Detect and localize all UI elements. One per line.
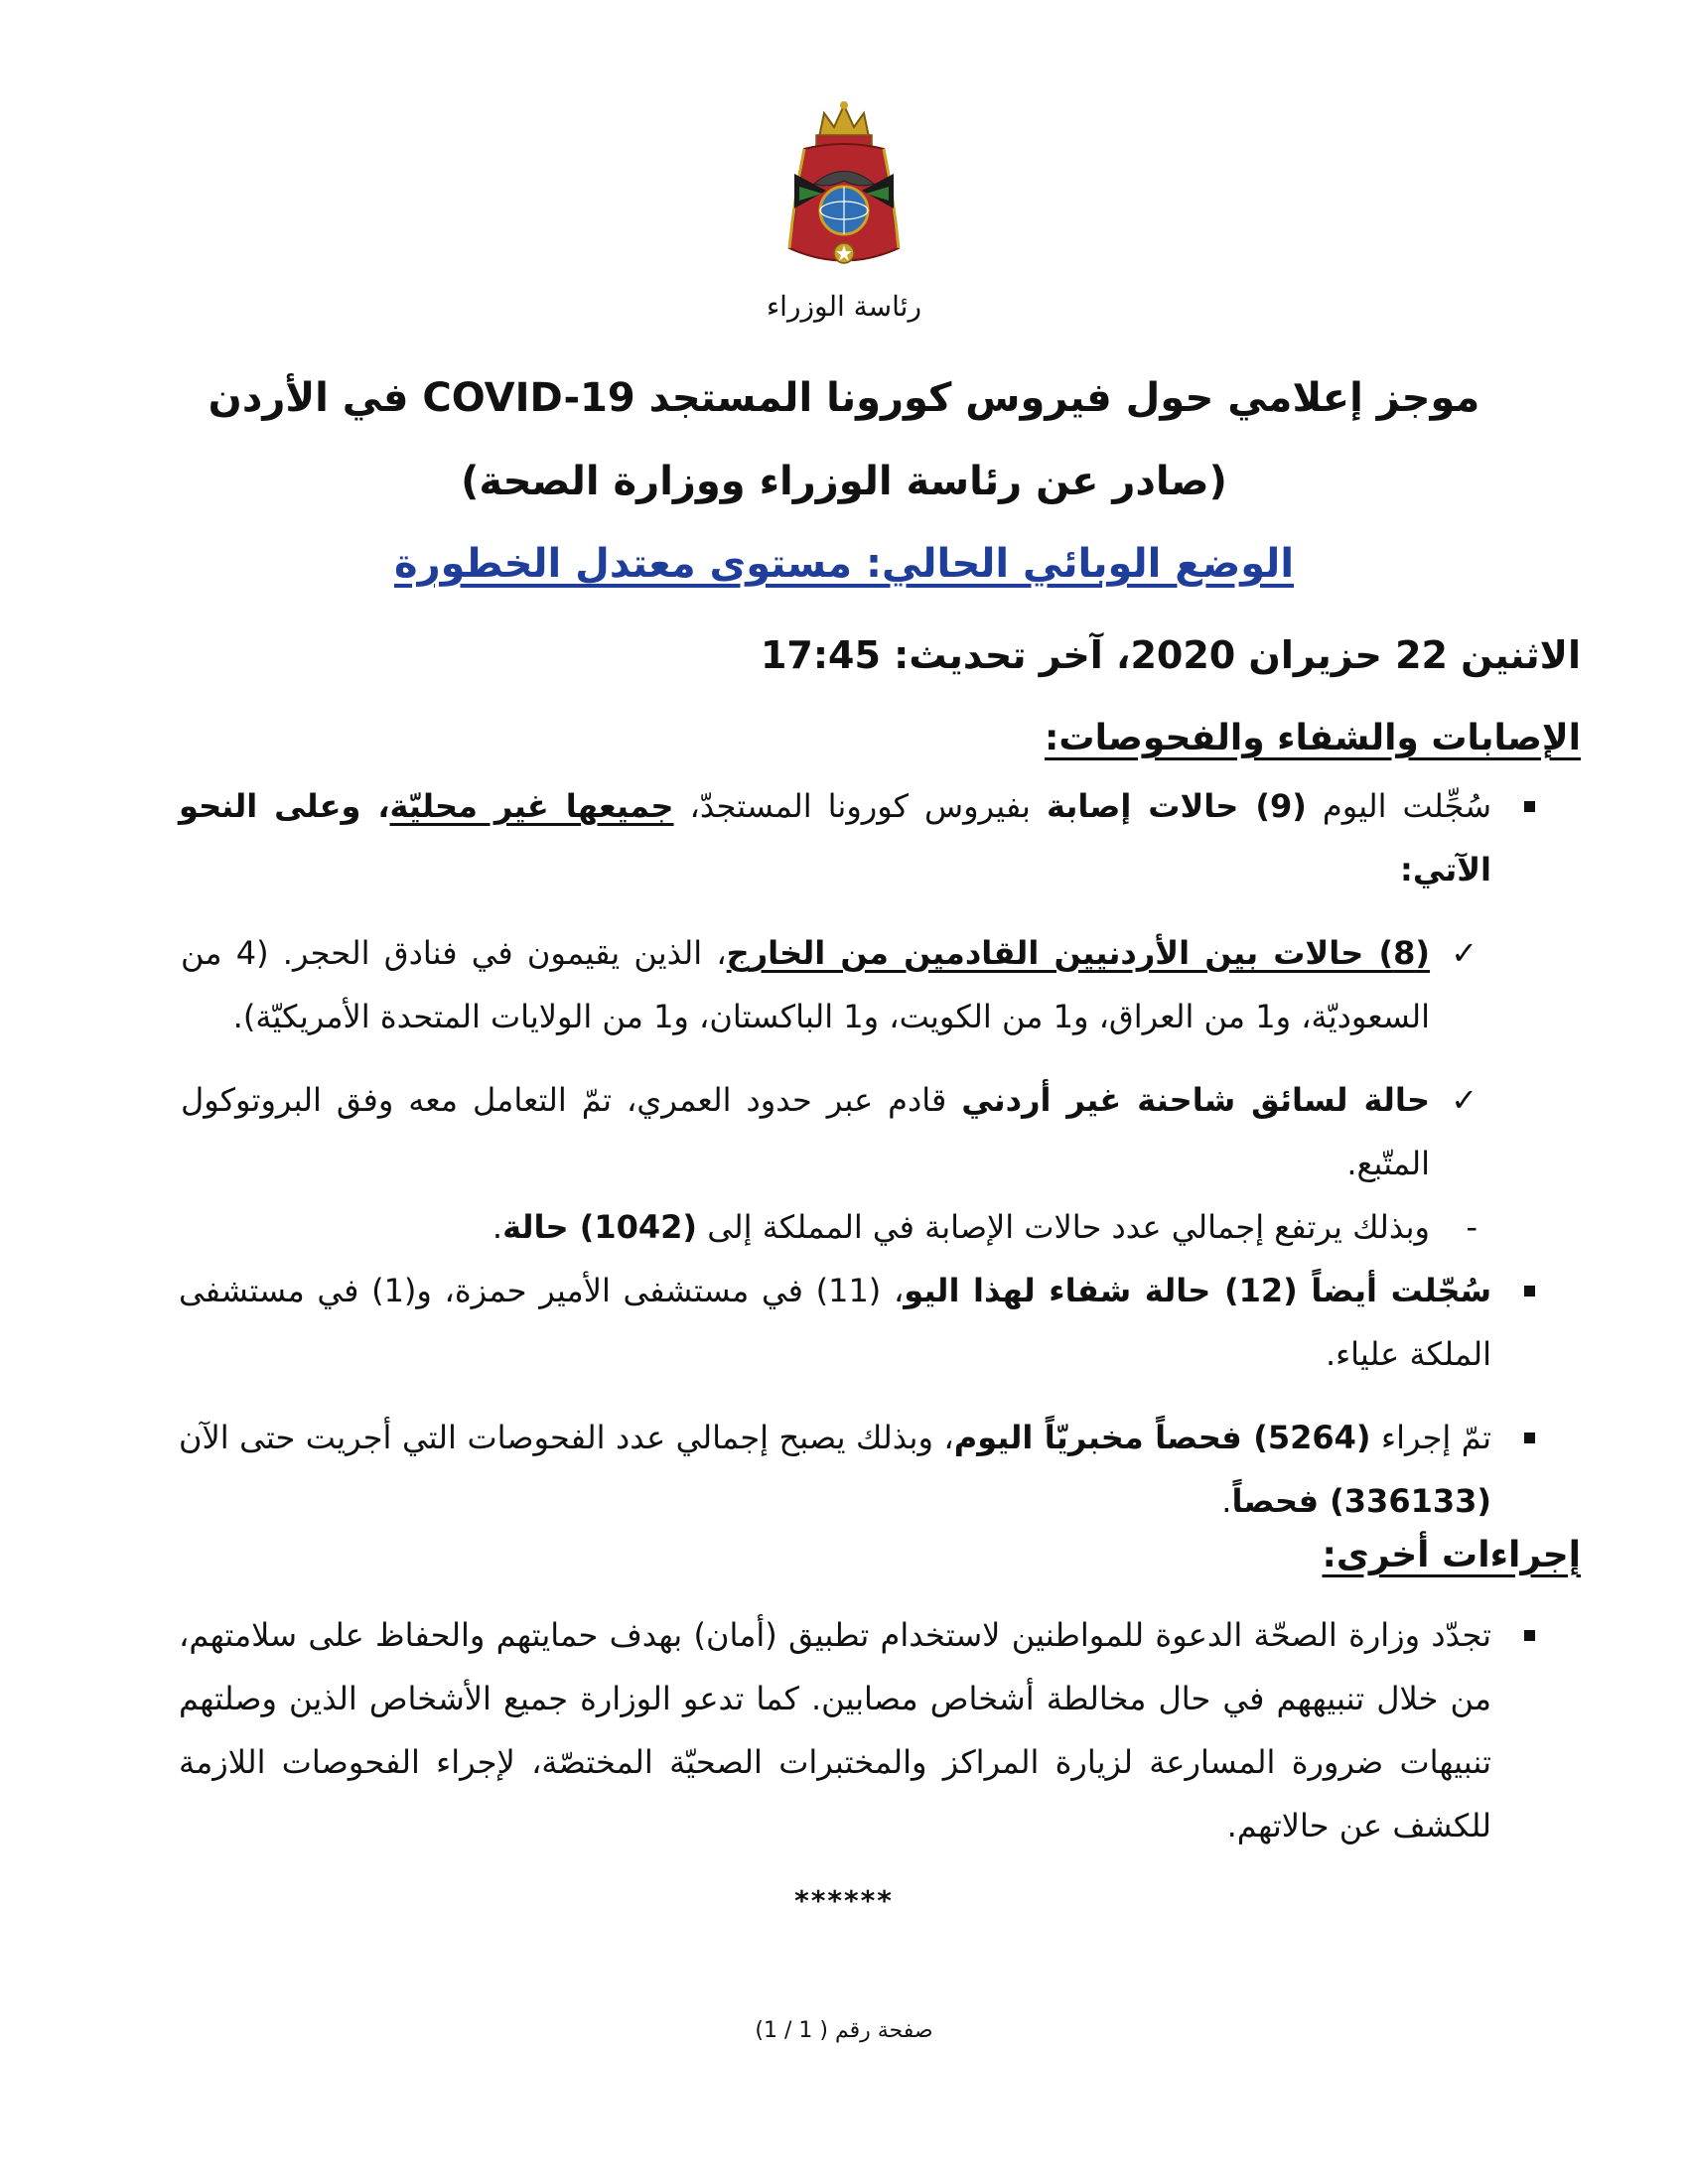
text-bold: (5264) فحصاً مخبريّاً اليوم — [953, 1419, 1371, 1456]
bullet-icon — [1524, 801, 1535, 812]
other-measures-list — [179, 1603, 1581, 1857]
page-number: صفحة رقم ( 1 / 1) — [755, 2018, 933, 2043]
list-item — [179, 1259, 1581, 1386]
text: تجدّد وزارة الصحّة الدعوة للمواطنين لاستخدام تطبيق (أمان) بهدف حمايتهم والحفاظ على سلامتهم، من خلال تنبيههم في حال مخالطة أشخاص مصابين. كما تدعو الوزارة جميع الأشخاص الذين وصلتهم تنبيهات ضرورة المسارعة لزيارة المراكز والمختبرات الصحيّة المختصّة، لإجراء الفحوصات اللازمة للكشف عن حالاتهم. — [179, 1616, 1491, 1844]
list-item — [179, 1603, 1581, 1857]
list-item — [181, 1068, 1477, 1195]
checkmark-icon: ✓ — [1451, 934, 1477, 972]
text: ، الذين يقيمون في فنادق الحجر. (4 من السعوديّة، و1 من العراق، و1 من الكويت، و1 الباكستان، و1 من الولايات المتحدة الأمريكيّة). — [181, 934, 1430, 1035]
text-bold: (1042) حالة — [502, 1208, 698, 1246]
dash-icon: - — [1466, 1208, 1477, 1246]
list-item — [181, 921, 1477, 1048]
bullet-icon — [1524, 1286, 1535, 1297]
checkmark-icon: ✓ — [1451, 1081, 1477, 1119]
text: . — [492, 1208, 503, 1246]
text: قادم عبر حدود العمري، تمّ التعامل معه وفق البروتوكول المتّبع. — [181, 1081, 1430, 1182]
text-underlined: جميعها غير محليّة — [389, 787, 674, 825]
cases-list — [179, 774, 1581, 1533]
section-heading-other: إجراءات أخرى: — [1322, 1535, 1581, 1575]
list-item — [179, 1406, 1581, 1533]
logo-caption: رئاسة الوزراء — [767, 290, 921, 323]
list-item — [238, 1195, 1477, 1259]
document-subtitle: (صادر عن رئاسة الوزراء ووزارة الصحة) — [461, 459, 1227, 504]
separator: ****** — [794, 1884, 894, 1917]
document-title: موجز إعلامي حول فيروس كورونا المستجد COVID-19 في الأردن — [208, 375, 1480, 421]
text-bold: حالة لسائق شاحنة غير أردني — [961, 1081, 1431, 1119]
text: وبذلك يرتفع إجمالي عدد حالات الإصابة في المملكة إلى — [697, 1208, 1430, 1246]
epidemic-status: الوضع الوبائي الحالي: مستوى معتدل الخطورة — [393, 541, 1295, 587]
text: ، (11) في مستشفى الأمير حمزة، و(1) في مستشفى الملكة علياء. — [179, 1272, 1491, 1373]
text-bold: (8) حالات بين الأردنيين القادمين من الخارج — [726, 934, 1431, 972]
text-bold: (9) حالات إصابة — [1046, 787, 1307, 825]
text: تمّ إجراء — [1370, 1419, 1491, 1456]
text: . — [1221, 1482, 1232, 1520]
list-item — [179, 774, 1581, 901]
text: ، وبذلك يصبح إجمالي عدد الفحوصات التي أجريت حتى الآن — [179, 1419, 954, 1456]
text-bold: (336133) فحصاً — [1231, 1482, 1491, 1520]
text: بفيروس كورونا المستجدّ، — [673, 787, 1047, 825]
date-line: الاثنين 22 حزيران 2020، آخر تحديث: 17:45 — [760, 633, 1581, 677]
bullet-icon — [1524, 1433, 1535, 1443]
text: ، وعلى النحو الآتي: — [179, 787, 1491, 888]
bullet-icon — [1524, 1630, 1535, 1641]
text-bold: سُجّلت أيضاً (12) حالة شفاء لهذا اليو — [904, 1272, 1492, 1309]
text: سُجِّلت اليوم — [1306, 787, 1492, 825]
section-heading-cases: الإصابات والشفاء والفحوصات: — [1045, 718, 1581, 758]
